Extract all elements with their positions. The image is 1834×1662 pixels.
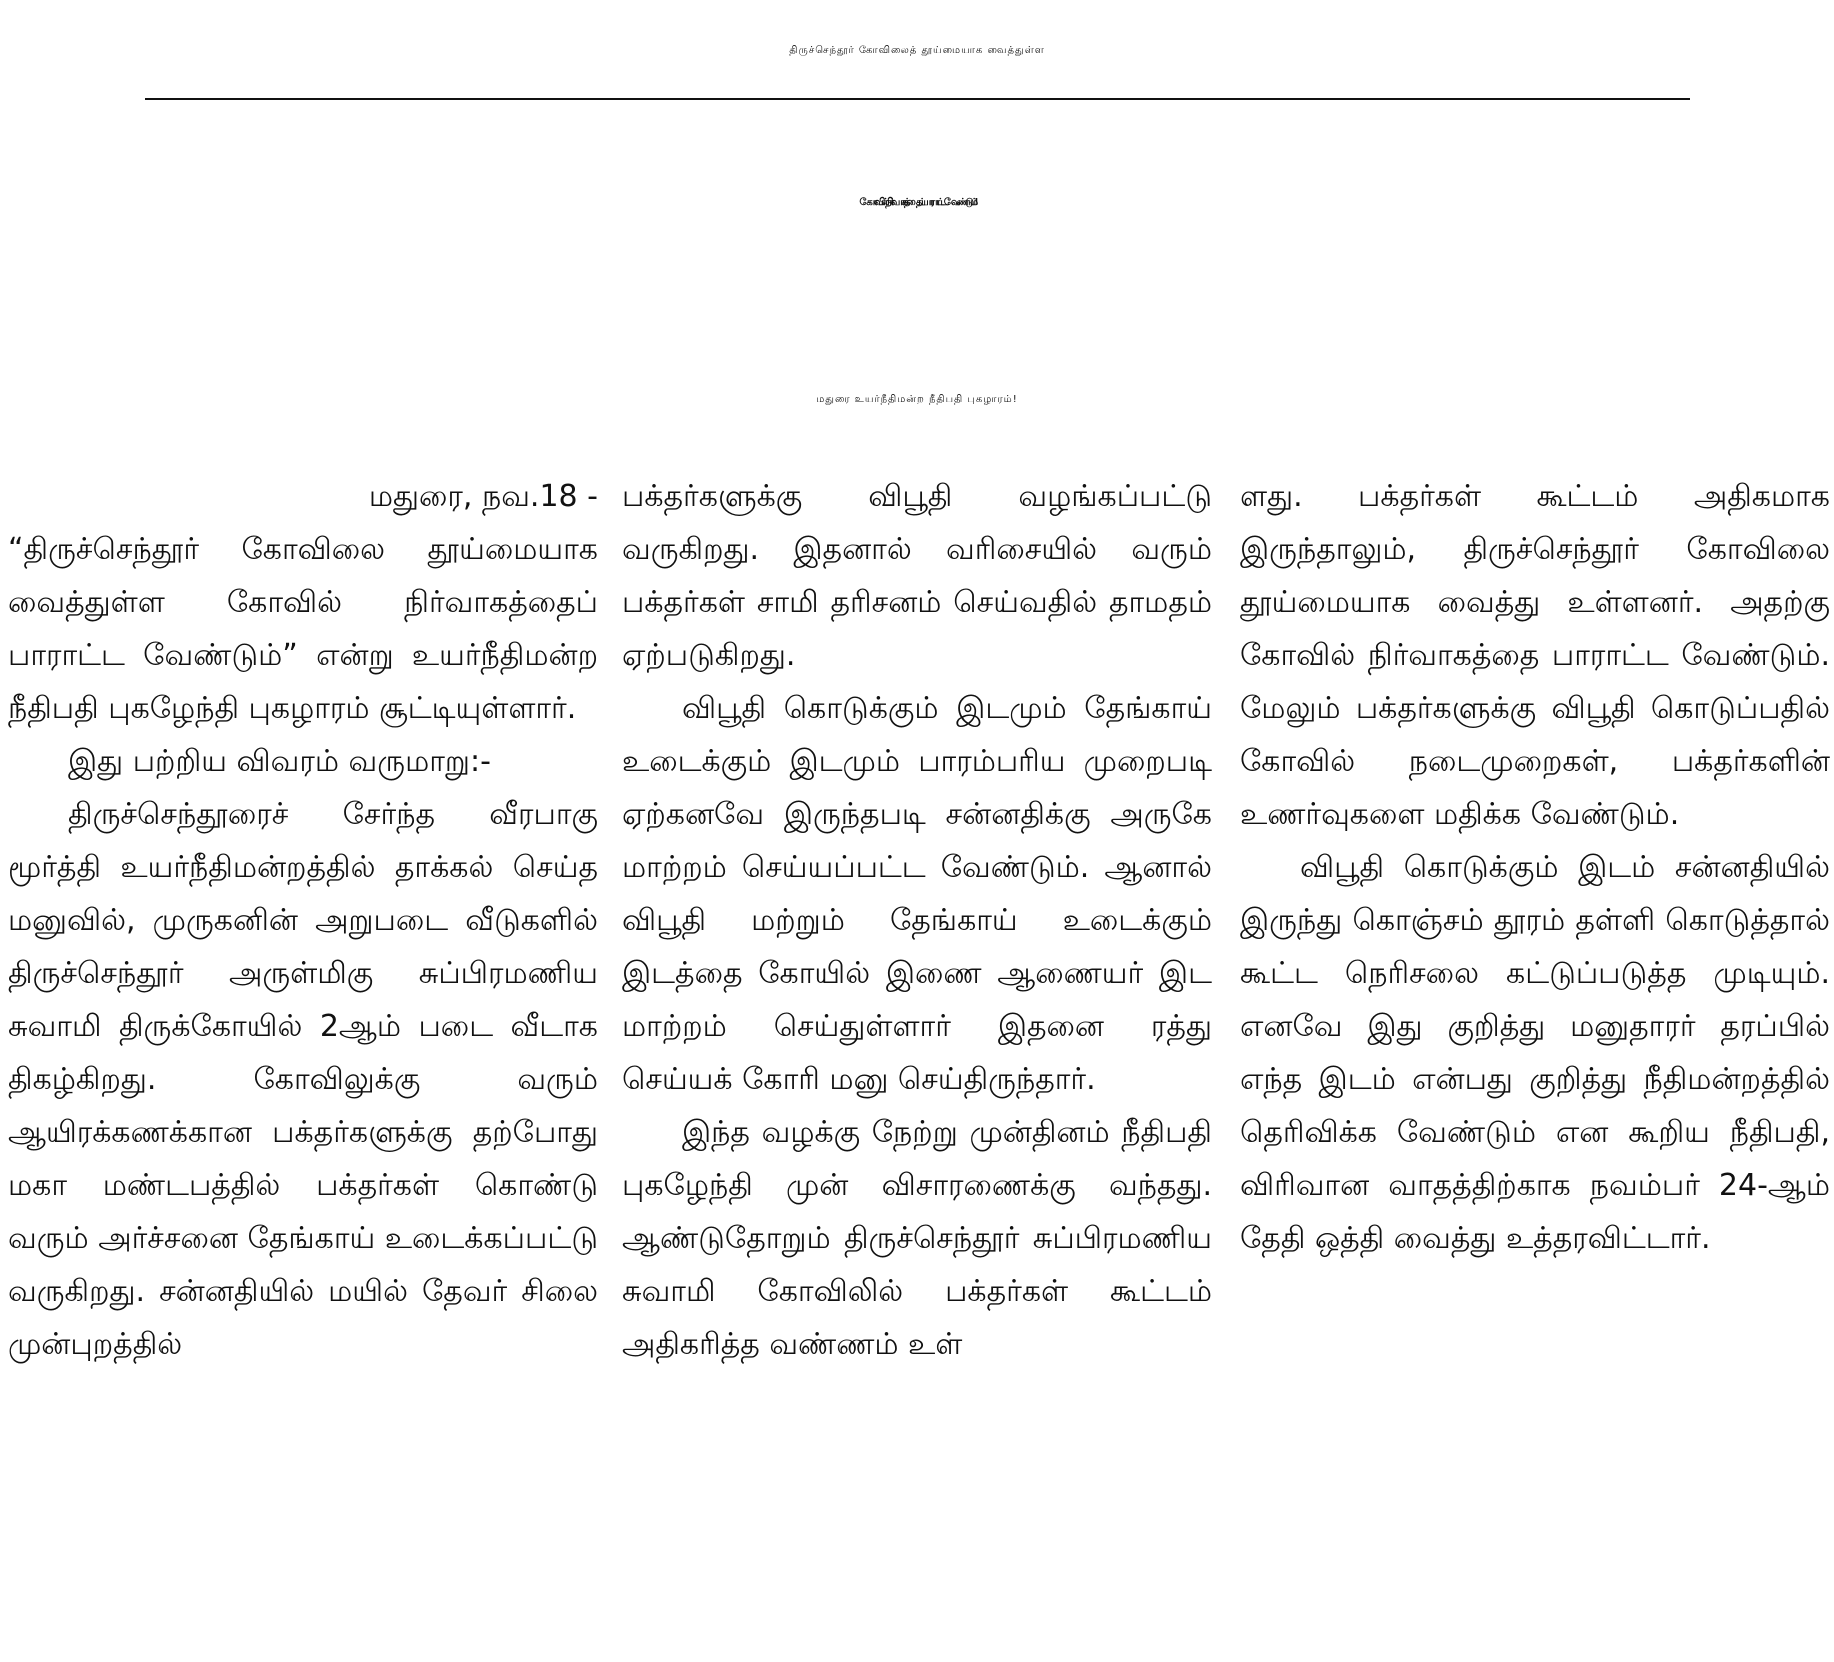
paragraph: இது பற்றிய விவரம் வருமாறு:- — [68, 744, 491, 779]
paragraph: விபூதி கொடுக்கும் இடம் சன்னதியில் இருந்து கொஞ்சம் தூரம் தள்ளி கொடுத்தால் கூட்ட நெரிசலை கட்டுப்படுத்த முடியும். எனவே இது குறித்து மனுதாரர் தரப்பில் எந்த இடம் என்பது குறித்து நீதிமன்றத்தில் தெரிவிக்க வேண்டும் என கூறிய நீதிபதி, விரிவான வாதத்திற்காக நவம்பர் 24-ஆம் தேதி ஒத்தி வைத்து உத்தரவிட்டார். — [1240, 850, 1830, 1256]
article-column-3 — [1240, 470, 1830, 1265]
paragraph: இந்த வழக்கு நேற்று முன்தினம் நீதிபதி புகழேந்தி முன் விசாரணைக்கு வந்தது. ஆண்டுதோறும் திருச்செந்தூர் சுப்பிரமணிய சுவாமி கோவிலில் பக்தர்கள் கூட்டம் அதிகரித்த வண்ணம் உள் — [622, 1115, 1212, 1362]
dateline: மதுரை, நவ.18 - — [368, 479, 598, 514]
kicker-line: திருச்செந்தூர் கோவிலைத் தூய்மையாக வைத்துள்ள — [789, 45, 1045, 56]
paragraph: திருச்செந்தூரைச் சேர்ந்த வீரபாகு மூர்த்தி உயர்நீதிமன்றத்தில் தாக்கல் செய்த மனுவில், முருகனின் அறுபடை வீடுகளில் திருச்செந்தூர் அருள்மிகு சுப்பிரமணிய சுவாமி திருக்கோயில் 2ஆம் படை வீடாக திகழ்கிறது. கோவிலுக்கு வரும் ஆயிரக்கணக்கான பக்தர்களுக்கு தற்போது மகா மண்டபத்தில் பக்தர்கள் கொண்டு வரும் அர்ச்சனை தேங்காய் உடைக்கப்பட்டு வருகிறது. சன்னதியில் மயில் தேவர் சிலை முன்புறத்தில் — [8, 797, 598, 1362]
paragraph: பக்தர்களுக்கு விபூதி வழங்கப்பட்டு வருகிறது. இதனால் வரிசையில் வரும் பக்தர்கள் சாமி தரிசனம் செய்வதில் தாமதம் ஏற்படுகிறது. — [622, 479, 1212, 673]
headline: கோவில் நிர்வாகத்தைப் பாராட்ட வேண்டும்! — [859, 197, 975, 208]
paragraph: “திருச்செந்தூர் கோவிலை தூய்மையாக வைத்துள்ள கோவில் நிர்வாகத்தைப் பாராட்ட வேண்டும்” என்று உயர்நீதிமன்ற நீதிபதி புகழேந்தி புகழாரம் சூட்டியுள்ளார். — [8, 532, 598, 726]
article-column-1 — [8, 470, 598, 1371]
paragraph: ளது. பக்தர்கள் கூட்டம் அதிகமாக இருந்தாலும், திருச்செந்தூர் கோவிலை தூய்மையாக வைத்து உள்ளனர். அதற்கு கோவில் நிர்வாகத்தை பாராட்ட வேண்டும். மேலும் பக்தர்களுக்கு விபூதி கொடுப்பதில் கோவில் நடைமுறைகள், பக்தர்களின் உணர்வுகளை மதிக்க வேண்டும். — [1240, 479, 1830, 832]
article-column-2 — [622, 470, 1212, 1371]
kicker-underline — [145, 98, 1690, 100]
paragraph: விபூதி கொடுக்கும் இடமும் தேங்காய் உடைக்கும் இடமும் பாரம்பரிய முறைபடி ஏற்கனவே இருந்தபடி சன்னதிக்கு அருகே மாற்றம் செய்யப்பட்ட வேண்டும். ஆனால் விபூதி மற்றும் தேங்காய் உடைக்கும் இடத்தை கோயில் இணை ஆணையர் இட மாற்றம் செய்துள்ளார் இதனை ரத்து செய்யக் கோரி மனு செய்திருந்தார். — [622, 691, 1212, 1097]
subheadline: மதுரை உயர்நீதிமன்ற நீதிபதி புகழாரம்! — [816, 394, 1018, 405]
